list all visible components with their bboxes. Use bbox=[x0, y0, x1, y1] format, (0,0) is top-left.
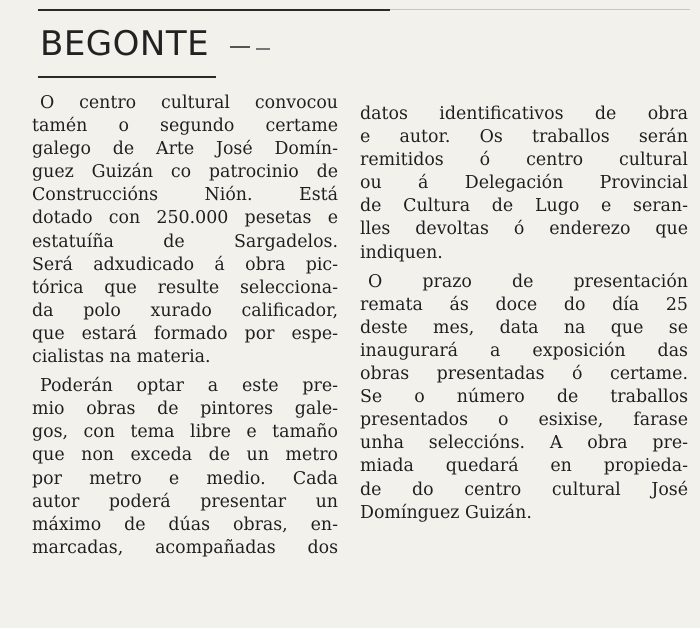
text-line: marcadas, acompañadas dos bbox=[32, 537, 338, 558]
text-line: presentados o esixise, farase bbox=[360, 410, 688, 431]
text-line: de do centro cultural José bbox=[360, 479, 688, 500]
text-line: mio obras de pintores gale- bbox=[32, 399, 338, 420]
text-line: deste mes, data na que se bbox=[360, 317, 688, 338]
text-line: que estará formado por espe- bbox=[32, 323, 338, 344]
text-line: guez Guizán co patrocinio de bbox=[32, 162, 338, 183]
top-rule-faint bbox=[390, 9, 690, 10]
text-line: ou á Delegación Provincial bbox=[360, 173, 688, 194]
text-line: datos identificativos de obra bbox=[360, 104, 688, 124]
headline: BEGONTE bbox=[40, 24, 210, 64]
text-line: unha seleccións. A obra pre- bbox=[360, 433, 688, 454]
headline-underline bbox=[38, 76, 216, 78]
right-column bbox=[360, 103, 688, 525]
text-line: remitidos ó centro cultural bbox=[360, 150, 688, 171]
paragraph-1 bbox=[32, 92, 338, 369]
headline-dash-2 bbox=[256, 48, 270, 50]
text-line: autor poderá presentar un bbox=[32, 491, 338, 512]
text-line: obras presentadas ó certame. bbox=[360, 364, 688, 385]
text-line: e autor. Os traballos serán bbox=[360, 127, 688, 148]
text-line: Poderán optar a este pre- bbox=[40, 376, 338, 397]
text-line: tórica que resulte selecciona- bbox=[32, 277, 338, 298]
text-line: O centro cultural convocou bbox=[40, 93, 338, 113]
text-line: gos, con tema libre e tamaño bbox=[32, 422, 338, 443]
text-line: máximo de dúas obras, en- bbox=[32, 514, 338, 535]
text-line: dotado con 250.000 pesetas e bbox=[32, 208, 338, 229]
text-line: remata ás doce do día 25 bbox=[360, 294, 688, 315]
text-line: cialistas na materia. bbox=[32, 347, 211, 368]
text-line: inaugurará a exposición das bbox=[360, 340, 688, 361]
text-line: estatuíña de Sargadelos. bbox=[32, 231, 338, 252]
text-line: Será adxudicado á obra pic- bbox=[32, 254, 338, 275]
text-line: indiquen. bbox=[360, 242, 443, 263]
text-line: Domínguez Guizán. bbox=[360, 502, 532, 523]
text-line: que non exceda de un metro bbox=[32, 445, 338, 466]
left-column bbox=[32, 92, 338, 560]
text-line: Construccións Nión. Está bbox=[32, 185, 338, 206]
headline-dash-1 bbox=[230, 46, 250, 48]
text-line: da polo xurado calificador, bbox=[32, 300, 338, 321]
text-line: tamén o segundo certame bbox=[32, 116, 338, 137]
text-line: O prazo de presentación bbox=[368, 271, 688, 292]
paragraph-3 bbox=[360, 103, 688, 265]
text-line: miada quedará en propieda- bbox=[360, 456, 688, 477]
text-line: de Cultura de Lugo e seran- bbox=[360, 196, 688, 217]
text-line: por metro e medio. Cada bbox=[32, 468, 338, 489]
text-line: Se o número de traballos bbox=[360, 387, 688, 408]
paragraph-4 bbox=[360, 271, 688, 525]
text-line: lles devoltas ó enderezo que bbox=[360, 219, 688, 240]
top-rule bbox=[38, 9, 390, 11]
paragraph-2 bbox=[32, 375, 338, 560]
text-line: galego de Arte José Domín- bbox=[32, 139, 338, 160]
